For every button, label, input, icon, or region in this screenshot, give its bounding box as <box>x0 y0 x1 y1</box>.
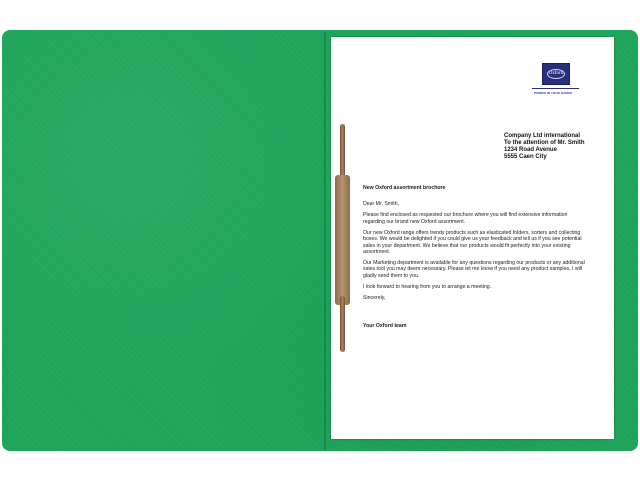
address-line: Company Ltd international <box>504 133 581 139</box>
logo-wordmark: Oxford <box>548 71 564 76</box>
letter-signature: Your Oxford team <box>363 323 407 330</box>
letter-body <box>363 185 588 334</box>
folder-spine-crease <box>324 32 326 450</box>
letter-greeting: Dear Mr. Smith, <box>363 201 400 208</box>
letter-closing: Sincerely, <box>363 294 386 301</box>
letter-paragraph: I look forward to hearing from you to arrange a meeting. <box>363 283 492 290</box>
logo-divider <box>532 88 579 89</box>
letter-paragraph: Please find enclosed as requested our brochure where you will find extensive information regarding our brand new Oxford assortment. <box>363 212 568 225</box>
fastener-prong-bottom <box>340 296 345 352</box>
address-line: 1234 Road Avenue <box>504 147 557 153</box>
letter-paragraph: Our new Oxford range offers trendy products such as elasticated folders, sorters and collecting boxes. We would be delighted if you could give us your feedback and tell us if you see potential sales in your department. We believe that our products would fit perfectly into your existing assortment. <box>363 229 582 256</box>
metal-fastener-strip <box>335 175 350 305</box>
logo-tagline: POWER IN YOUR HANDS <box>534 91 573 95</box>
address-line: To the attention of Mr. Smith <box>504 140 585 146</box>
address-line: 5555 Caen City <box>504 154 547 160</box>
letter-paragraph: Our Marketing department is available for any questions regarding our products or any additional sales tool you may deem necessary. Please let me know if you need any product samples, I will gladly send them to you. <box>363 260 585 279</box>
oxford-logo <box>542 63 570 85</box>
recipient-address <box>504 133 585 161</box>
letter-subject: New Oxford assortment brochure <box>363 185 446 191</box>
